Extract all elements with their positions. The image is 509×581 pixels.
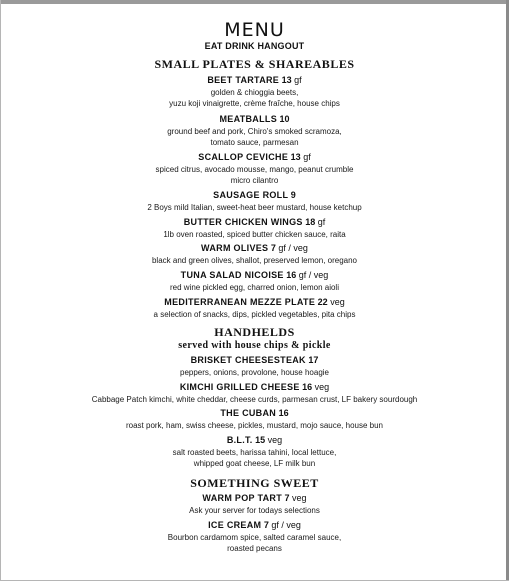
item-name: WARM OLIVES (201, 243, 269, 253)
item-name: MEDITERRANEAN MEZZE PLATE (164, 297, 316, 307)
item-name: KIMCHI GRILLED CHEESE (179, 382, 300, 392)
item-tags: gf (317, 217, 326, 227)
item-description: ground beef and pork, Chiro's smoked scramoza, (167, 127, 342, 136)
menu-item-name (0, 243, 509, 254)
item-price: 7 (263, 520, 269, 530)
item-description: a selection of snacks, dips, pickled vegetables, pita chips (153, 310, 356, 319)
item-description: yuzu koji vinaigrette, crème fraîche, house chips (169, 99, 340, 108)
menu-item-name (0, 493, 509, 504)
menu-item-name (0, 75, 509, 86)
item-description: golden & chioggia beets, (210, 88, 299, 97)
item-name: BEET TARTARE (207, 75, 280, 85)
item-name: SAUSAGE ROLL (213, 190, 289, 200)
section-subtitle-handhelds: served with house chips & pickle (178, 340, 331, 351)
item-description: whipped goat cheese, LF milk bun (193, 459, 316, 468)
item-price: 7 (284, 493, 290, 503)
menu-title: MENU (224, 19, 285, 41)
section-title-handhelds: HANDHELDS (214, 325, 295, 339)
item-description: peppers, onions, provolone, house hoagie (180, 368, 329, 377)
item-price: 16 (278, 408, 289, 418)
item-price: 16 (302, 382, 313, 392)
item-name: WARM POP TART (202, 493, 282, 503)
menu-item-name (0, 114, 509, 125)
item-price: 9 (290, 190, 296, 200)
item-description: 1lb oven roasted, spiced butter chicken sauce, raita (163, 230, 346, 239)
item-description: roast pork, ham, swiss cheese, pickles, mustard, mojo sauce, house bun (125, 421, 383, 430)
item-tags: veg (267, 435, 283, 445)
item-description: spiced citrus, avocado mousse, mango, peanut crumble (155, 165, 354, 174)
menu-item-name (0, 217, 509, 228)
item-price: 13 (281, 75, 292, 85)
menu-item-name (0, 408, 509, 419)
item-description: salt roasted beets, harissa tahini, local lettuce, (172, 448, 337, 457)
item-price: 15 (255, 435, 266, 445)
item-price: 16 (286, 270, 297, 280)
item-description: Ask your server for todays selections (189, 506, 320, 515)
item-name: SCALLOP CEVICHE (198, 152, 289, 162)
item-price: 18 (305, 217, 316, 227)
menu-item-name (0, 297, 509, 308)
menu-item-name (0, 270, 509, 281)
item-name: ICE CREAM (208, 520, 262, 530)
item-name: B.L.T. (226, 435, 253, 445)
item-name: TUNA SALAD NICOISE (180, 270, 284, 280)
menu-item-name (0, 355, 509, 366)
menu-item-name (0, 382, 509, 393)
item-description: red wine pickled egg, charred onion, lemon aioli (170, 283, 339, 292)
item-price: 13 (290, 152, 301, 162)
menu-item-name (0, 190, 509, 201)
item-name: BRISKET CHEESESTEAK (190, 355, 306, 365)
item-description: Cabbage Patch kimchi, white cheddar, cheese curds, parmesan crust, LF bakery sourdough (91, 395, 418, 404)
item-description: 2 Boys mild Italian, sweet-heat beer mustard, house ketchup (147, 203, 362, 212)
item-name: THE CUBAN (220, 408, 277, 418)
item-price: 7 (270, 243, 276, 253)
item-price: 22 (317, 297, 328, 307)
item-description: roasted pecans (227, 544, 282, 553)
item-description: micro cilantro (230, 176, 279, 185)
item-tags: gf / veg (278, 243, 308, 253)
menu-item-name (0, 520, 509, 531)
item-description: black and green olives, shallot, preserved lemon, oregano (151, 256, 357, 265)
menu-item-name (0, 152, 509, 163)
item-tags: veg (330, 297, 345, 307)
item-tags: gf (294, 75, 302, 85)
item-description: Bourbon cardamom spice, salted caramel sauce, (167, 533, 342, 542)
item-description: tomato sauce, parmesan (210, 138, 299, 147)
menu-item-name (0, 435, 509, 446)
window-top-border (0, 0, 509, 4)
menu-subtitle: EAT DRINK HANGOUT (204, 41, 305, 51)
item-tags: gf (303, 152, 311, 162)
item-price: 10 (279, 114, 290, 124)
section-title-something-sweet: SOMETHING SWEET (190, 476, 319, 490)
item-tags: veg (314, 382, 330, 392)
item-tags: veg (292, 493, 307, 503)
item-price: 17 (308, 355, 319, 365)
item-tags: gf / veg (271, 520, 301, 530)
item-name: MEATBALLS (219, 114, 277, 124)
item-name: BUTTER CHICKEN WINGS (183, 217, 303, 227)
section-title-small-plates: SMALL PLATES & SHAREABLES (154, 57, 355, 71)
item-tags: gf / veg (298, 270, 329, 280)
